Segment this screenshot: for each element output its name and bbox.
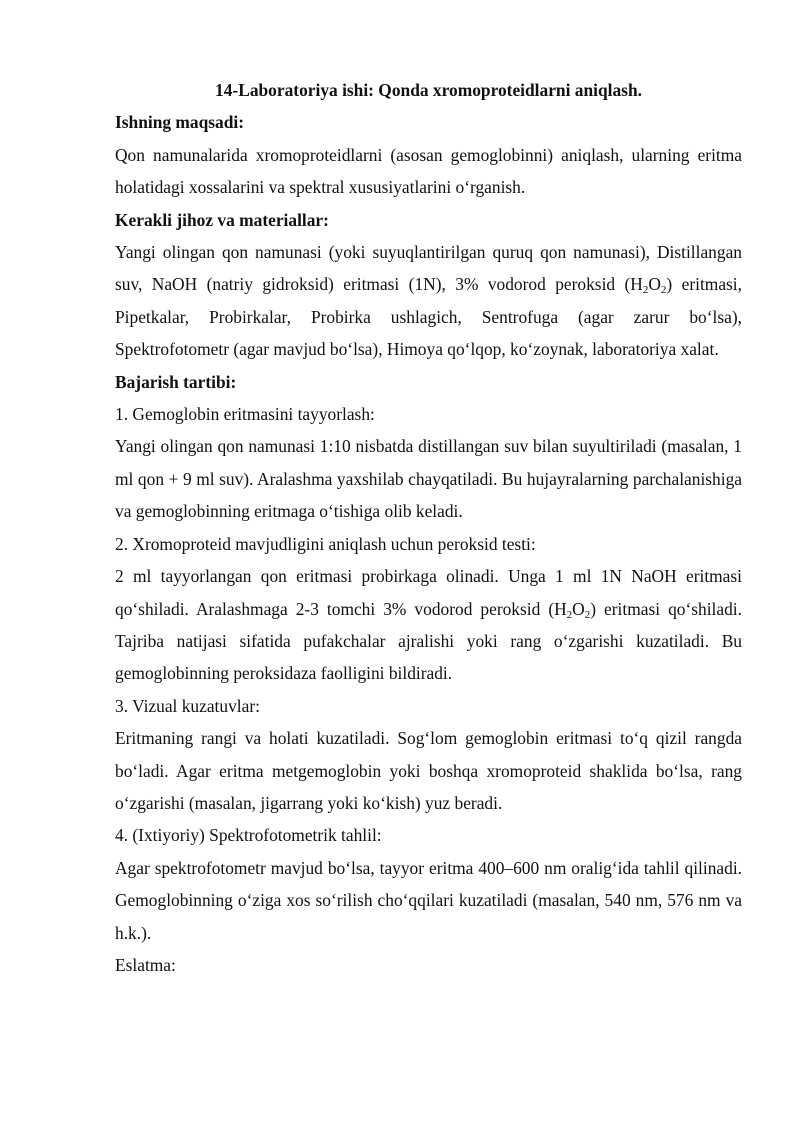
step2-text	[115, 560, 742, 690]
step3-title: 3. Vizual kuzatuvlar:	[115, 695, 260, 716]
h2o2-formula: $H_2O_2$	[554, 598, 591, 621]
materials-text-part1: Yangi olingan qon namunasi (yoki suyuqlantirilgan quruq qon namunasi), Distillangan suv, NaOH (natriy gidroksid) eritmasi (1N), 3% vodorod peroksid (	[115, 242, 742, 295]
procedure-heading: Bajarish tartibi:	[115, 371, 237, 392]
step4-text: Agar spektrofotometr mavjud bo‘lsa, tayyor eritma 400–600 nm oralig‘ida tahlil qilinadi. Gemoglobinning o‘ziga xos so‘rilish cho‘qqilari kuzatiladi (masalan, 540 nm, 576 nm va h.k.).	[115, 857, 742, 943]
aim-text: Qon namunalarida xromoproteidlarni (asosan gemoglobinni) aniqlash, ularning eritma holatidagi xossalarini va spektral xususiyatlarini o‘rganish.	[115, 144, 742, 198]
document-page	[115, 74, 742, 981]
materials-heading: Kerakli jihoz va materiallar:	[115, 209, 329, 230]
aim-heading: Ishning maqsadi:	[115, 112, 245, 133]
step2-text-part2: ) eritmasi qo‘shiladi. Tajriba natijasi sifatida pufakchalar ajralishi yoki rang o‘zgarishi kuzatiladi. Bu gemoglobinning peroksidaza faolligini bildiradi.	[115, 598, 742, 684]
step4-title: 4. (Ixtiyoriy) Spektrofotometrik tahlil:	[115, 825, 382, 846]
step1-title: 1. Gemoglobin eritmasini tayyorlash:	[115, 404, 375, 425]
step3-text: Eritmaning rangi va holati kuzatiladi. Sog‘lom gemoglobin eritmasi to‘q qizil rangda bo‘ladi. Agar eritma metgemoglobin yoki boshqa xromoproteid shaklida bo‘lsa, rang o‘zgarishi (masalan, jigarrang yoki ko‘kish) yuz beradi.	[115, 728, 742, 813]
h2o2-formula: $H_2O_2$	[630, 274, 667, 297]
materials-text	[115, 236, 742, 366]
step1-text: Yangi olingan qon namunasi 1:10 nisbatda distillangan suv bilan suyultiriladi (masalan, 1 ml qon + 9 ml suv). Aralashma yaxshilab chayqatiladi. Bu hujayralarning parchalanishiga va gemoglobinning eritmaga o‘tishiga olib keladi.	[115, 436, 742, 522]
page-title: 14-Laboratoriya ishi: Qonda xromoproteidlarni aniqlash.	[215, 80, 642, 100]
step2-title: 2. Xromoproteid mavjudligini aniqlash uchun peroksid testi:	[115, 533, 536, 554]
materials-text-part2: ) eritmasi, Pipetkalar, Probirkalar, Probirka ushlagich, Sentrofuga (agar zarur bo‘lsa), Spektrofotometr (agar mavjud bo‘lsa), Himoya qo‘lqop, ko‘zoynak, laboratoriya xalat.	[115, 274, 742, 360]
note-label: Eslatma:	[115, 954, 176, 975]
step2-text-part1: 2 ml tayyorlangan qon eritmasi probirkaga olinadi. Unga 1 ml 1N NaOH eritmasi qo‘shiladi. Aralashmaga 2-3 tomchi 3% vodorod peroksid (	[115, 566, 742, 619]
